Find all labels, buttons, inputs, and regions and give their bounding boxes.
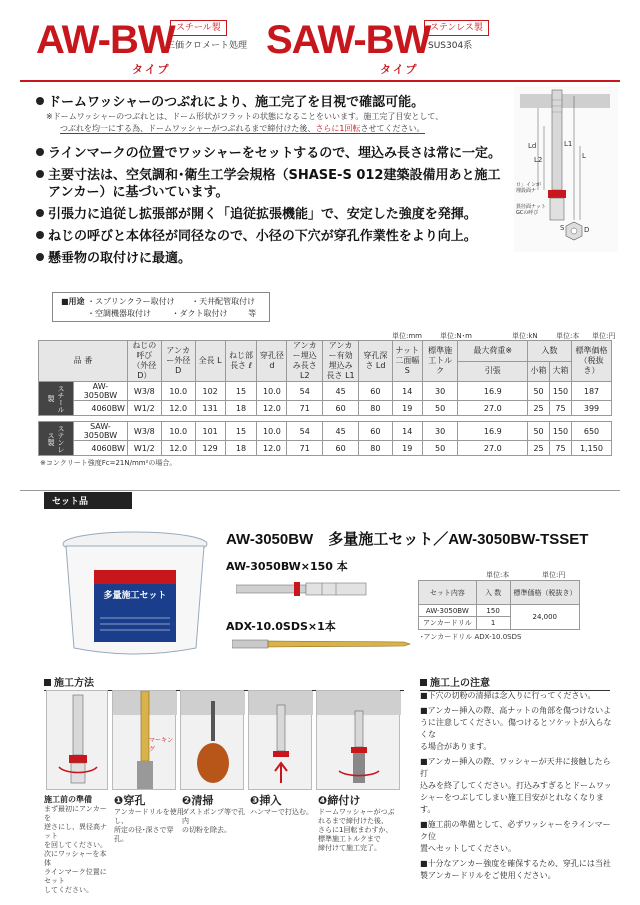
bullet-icon xyxy=(36,170,44,178)
cell: SAW-3050BW xyxy=(74,422,128,441)
th-large: 大箱 xyxy=(550,361,572,382)
prep-line-2: 逆さにし、異径高ナット xyxy=(44,823,107,840)
th-outer: アンカー外径 D xyxy=(161,341,195,382)
tag-steel: スチール製 xyxy=(170,20,227,36)
step-2-line-2: の切粉を除去。 xyxy=(182,826,231,834)
cell: 14 xyxy=(392,382,422,401)
anchor-diagram-icon xyxy=(514,86,618,252)
square-icon xyxy=(44,679,51,686)
th-thread-len: ねじ部長さ ℓ xyxy=(225,341,257,382)
cell: 50 xyxy=(422,441,458,456)
cell: 12.0 xyxy=(257,441,287,456)
caution-list xyxy=(420,690,616,882)
spec-footnote: ※コンクリート強度Fc=21N/mm²の場合。 xyxy=(40,459,177,467)
cell: 60 xyxy=(323,401,359,416)
square-bullet-icon: ■ xyxy=(420,820,428,829)
th-maxload: 最大荷重※ xyxy=(458,341,528,362)
cell: W1/2 xyxy=(127,441,161,456)
cell: W3/8 xyxy=(127,382,161,401)
anchor-bolt-icon xyxy=(236,578,372,600)
feature-1: ドームワッシャーのつぶれにより、施工完了を目視で確認可能。 xyxy=(36,94,506,111)
cell: 54 xyxy=(287,422,323,441)
square-bullet-icon: ■ xyxy=(420,757,428,766)
square-icon xyxy=(420,679,427,686)
dim-l2: L2 xyxy=(534,156,543,164)
marking-label: マーキング xyxy=(149,737,173,753)
cell: 18 xyxy=(225,401,257,416)
set-note: ･アンカードリル ADX-10.0SDS xyxy=(420,633,522,641)
panel-tighten xyxy=(316,690,400,790)
drill-image xyxy=(232,636,412,652)
panel-clean xyxy=(180,690,244,790)
cell: 19 xyxy=(392,401,422,416)
caution-item-3: ■アンカー挿入の際、ワッシャーが天井に接触したら打 込みを終了してください。打込みすぎるとドームワッ シャーをつぶしてしまい施工目安がとれなくなります。 xyxy=(420,757,612,814)
step-2-title: ❷清掃 xyxy=(182,794,214,807)
step-prep xyxy=(44,794,110,895)
usage-title: ■用途 xyxy=(61,297,85,306)
cell: 30 xyxy=(422,382,458,401)
dim-s: S xyxy=(560,224,565,232)
step-4-line-3: 標準施工トルクまで xyxy=(318,835,381,843)
step-4-line-1: ドームワッシャーがつぶ xyxy=(318,808,395,816)
set-unit-2: 単位:円 xyxy=(542,571,566,579)
th-qty: 入数 xyxy=(528,341,572,362)
cell: 150 xyxy=(550,382,572,401)
type-label-right: タイプ xyxy=(380,63,419,76)
th-drill: 穿孔径 d xyxy=(257,341,287,382)
table-row xyxy=(39,401,612,416)
diagram-note-1: ロ」インが 埋設面ナ xyxy=(516,182,542,194)
feature-3: 主要寸法は、空気調和･衛生工学会規格（SHASE-S 012建築設備用あと施工 xyxy=(36,167,506,184)
cell: 27.0 xyxy=(458,441,528,456)
cell: 101 xyxy=(195,422,225,441)
cell: 4060BW xyxy=(74,441,128,456)
cell: 80 xyxy=(358,441,392,456)
step-4-red: さらに1回転まわすか、 xyxy=(318,826,393,834)
cell: 27.0 xyxy=(458,401,528,416)
th-thread: ねじの呼び（外径D） xyxy=(127,341,161,382)
insert-icon xyxy=(249,691,313,791)
cell: W3/8 xyxy=(127,422,161,441)
cell: 60 xyxy=(358,382,392,401)
wrench-icon xyxy=(317,691,401,791)
method-head: 施工方法 xyxy=(44,674,404,691)
feature-2: ラインマークの位置でワッシャーをセットするので、埋込み長さは常に一定。 xyxy=(36,145,506,162)
cell: アンカードリル xyxy=(419,617,477,630)
cell: 75 xyxy=(550,441,572,456)
spec-table xyxy=(38,340,612,456)
panel-insert xyxy=(248,690,312,790)
set-th-price: 標準価格（税抜き） xyxy=(510,581,579,605)
prep-line-3: を回してください。 xyxy=(44,841,107,849)
cell: 50 xyxy=(422,401,458,416)
step-4-title: ❹締付け xyxy=(318,794,361,807)
set-divider xyxy=(20,490,620,491)
step-4-line-2: れるまで締付けた後、 xyxy=(318,817,388,825)
step-1 xyxy=(114,792,184,844)
prep-bolt-icon xyxy=(47,691,109,791)
step-1-line-2: 所定の径･深さで穿孔。 xyxy=(114,826,174,843)
tag-stainless: ステンレス製 xyxy=(424,20,489,36)
cell: 25 xyxy=(528,401,550,416)
cell: 16.9 xyxy=(458,422,528,441)
cell: 45 xyxy=(323,422,359,441)
anchor-diagram xyxy=(514,86,618,252)
set-table xyxy=(418,580,580,630)
usage-box xyxy=(52,292,270,322)
cell: 25 xyxy=(528,441,550,456)
cell: 71 xyxy=(287,441,323,456)
cell: 10.0 xyxy=(161,422,195,441)
cell: AW-3050BW xyxy=(74,382,128,401)
type-label-left: タイプ xyxy=(132,63,171,76)
dim-l: L xyxy=(582,152,586,160)
caution-item-2: ■アンカー挿入の際、高ナットの角部を傷つけないよ うに注意してください。傷つけるとソケットが入らなくな る場合があります。 xyxy=(420,706,612,751)
cell: 10.0 xyxy=(257,382,287,401)
step-1-title: ❶穿孔 xyxy=(114,794,146,807)
th-length: 全長 L xyxy=(195,341,225,382)
cell: 129 xyxy=(195,441,225,456)
cell: 4060BW xyxy=(74,401,128,416)
step-3-title: ❸挿入 xyxy=(250,794,282,807)
usage-item-2: ・天井配管取付け xyxy=(191,297,256,306)
brand-aw-bw: AW-BW xyxy=(36,18,175,62)
prep-line-4: 次にワッシャーを本体 xyxy=(44,850,107,867)
cell: 15 xyxy=(225,422,257,441)
bucket-image xyxy=(60,528,210,656)
tag-stainless-sub: SUS304系 xyxy=(428,41,473,51)
cell: 131 xyxy=(195,401,225,416)
feature-3-cont: アンカー）に基づいています。 xyxy=(48,185,229,200)
cell: 1,150 xyxy=(572,441,612,456)
prep-line-1: まず最初にアンカーを xyxy=(44,805,107,822)
cell: 14 xyxy=(392,422,422,441)
th-torque: 標準施工トルク xyxy=(422,341,458,382)
cell: W1/2 xyxy=(127,401,161,416)
prep-line-5: ラインマーク位置にセット xyxy=(44,868,107,885)
cell: 650 xyxy=(572,422,612,441)
set-th-content: セット内容 xyxy=(419,581,477,605)
anchor-image xyxy=(236,578,372,600)
side-label-steel: スチール製 xyxy=(39,382,74,416)
diagram-note-2: 異径面ナット GCの呼び xyxy=(516,204,546,216)
feature-6: 懸垂物の取付けに最適。 xyxy=(36,250,506,267)
cell: 80 xyxy=(358,401,392,416)
usage-item-1: ・スプリンクラー取付け xyxy=(87,297,175,306)
caution-item-5: ■十分なアンカー強度を確保するため、穿孔には当社 製アンカードリルをご使用ください。 xyxy=(420,859,611,880)
cell: 102 xyxy=(195,382,225,401)
cell: 50 xyxy=(528,422,550,441)
brand-saw-bw: SAW-BW xyxy=(266,18,431,62)
step-2-line-1: ダストポンプ等で孔内 xyxy=(182,808,245,825)
table-row xyxy=(419,581,580,605)
bullet-icon xyxy=(36,253,44,261)
unit-kn: 単位:kN xyxy=(512,332,538,340)
th-depth: 穿孔深さ Ld xyxy=(358,341,392,382)
tag-steel-sub: 三価クロメート処理 xyxy=(166,41,248,51)
th-eff: アンカー有効埋込み長さ L1 xyxy=(323,341,359,382)
cell: 150 xyxy=(550,422,572,441)
side-label-stainless: ステンレス製 xyxy=(39,422,74,456)
set-item-1: AW-3050BW×150 本 xyxy=(226,560,348,573)
th-embed: アンカー埋込み長さ L2 xyxy=(287,341,323,382)
cell: 15 xyxy=(225,382,257,401)
unit-mm: 単位:mm xyxy=(392,332,422,340)
caution-item-4: ■施工前の準備として、必ずワッシャーをラインマーク位 置へセットしてください。 xyxy=(420,820,611,853)
table-row xyxy=(39,441,612,456)
pump-icon xyxy=(181,691,245,791)
spec-header-row-1 xyxy=(39,341,612,362)
bucket-label: 多量施工セット xyxy=(103,591,167,601)
cell: 12.0 xyxy=(161,401,195,416)
set-title: AW-3050BW 多量施工セット／AW-3050BW-TSSET xyxy=(226,531,589,548)
cell: 45 xyxy=(323,382,359,401)
usage-item-4: ・ダクト取付け xyxy=(171,309,228,318)
cell: 12.0 xyxy=(257,401,287,416)
cell: 16.9 xyxy=(458,382,528,401)
cell: 187 xyxy=(572,382,612,401)
feature-4: 引張力に追従し拡張部が開く「追従拡張機能」で、安定した強度を発揮。 xyxy=(36,206,506,223)
cell: 75 xyxy=(550,401,572,416)
step-4 xyxy=(318,792,404,853)
cell: AW-3050BW xyxy=(419,605,477,617)
cell: 10.0 xyxy=(161,382,195,401)
square-bullet-icon: ■ xyxy=(420,691,428,700)
th-small: 小箱 xyxy=(528,361,550,382)
bullet-icon xyxy=(36,231,44,239)
dim-d: D xyxy=(584,226,590,234)
set-unit-1: 単位:本 xyxy=(486,571,510,579)
square-bullet-icon: ■ xyxy=(420,859,428,868)
th-nut: ナット二面幅 S xyxy=(392,341,422,382)
caution-item-1: ■下穴の切粉の清掃は念入りに行ってください。 xyxy=(420,691,596,700)
table-row xyxy=(419,605,580,617)
feature-1-note: ※ドームワッシャーのつぶれとは、ドーム形状がフラットの状態になることをいいます。施工完了目安として、 つぶれを均一にする為、ドームワッシャーがつぶれるまで締付けた後、さらに1回転させてください。 xyxy=(46,112,444,133)
set-bar: セット品 xyxy=(44,492,132,509)
cell: 10.0 xyxy=(257,422,287,441)
th-name: 品 番 xyxy=(39,341,128,382)
cell: 399 xyxy=(572,401,612,416)
unit-pcs: 単位:本 xyxy=(556,332,580,340)
caution-head: 施工上の注意 xyxy=(420,674,610,691)
dim-l1: L1 xyxy=(564,140,573,148)
cell: 150 xyxy=(476,605,510,617)
cell: 18 xyxy=(225,441,257,456)
set-th-qty: 入 数 xyxy=(476,581,510,605)
cell: 71 xyxy=(287,401,323,416)
prep-title: 施工前の準備 xyxy=(44,795,92,804)
step-1-line-1: アンカードリルを使用し、 xyxy=(114,808,184,825)
cell: 12.0 xyxy=(161,441,195,456)
table-row xyxy=(39,422,612,441)
dim-ld: Ld xyxy=(528,142,537,150)
feature-5: ねじの呼びと本体径が同径なので、小径の下穴が穿孔作業性をより向上。 xyxy=(36,228,506,245)
header-rule xyxy=(20,80,620,82)
feature-list xyxy=(36,94,506,267)
step-3-line-1: ハンマーで打込む。 xyxy=(250,808,313,816)
prep-line-6: してください。 xyxy=(44,886,93,894)
panel-prep xyxy=(46,690,108,790)
cell: 30 xyxy=(422,422,458,441)
cell: 54 xyxy=(287,382,323,401)
drill-bit-icon xyxy=(232,636,412,652)
step-3 xyxy=(250,792,314,817)
bullet-icon xyxy=(36,148,44,156)
th-price: 標準価格（税抜き） xyxy=(572,341,612,382)
set-price: 24,000 xyxy=(510,605,579,630)
th-pull: 引張 xyxy=(458,361,528,382)
step-2 xyxy=(182,792,248,835)
step-4-line-4: 締付けて施工完了。 xyxy=(318,844,381,852)
usage-item-3: ・空調機器取付け xyxy=(87,309,151,318)
table-row xyxy=(39,382,612,401)
usage-item-5: 等 xyxy=(248,309,257,318)
cell: 19 xyxy=(392,441,422,456)
square-bullet-icon: ■ xyxy=(420,706,428,715)
bullet-icon xyxy=(36,97,44,105)
unit-yen: 単位:円 xyxy=(592,332,616,340)
cell: 50 xyxy=(528,382,550,401)
cell: 60 xyxy=(323,441,359,456)
cell: 1 xyxy=(476,617,510,630)
cell: 60 xyxy=(358,422,392,441)
set-item-2: ADX-10.0SDS×1本 xyxy=(226,620,336,633)
bullet-icon xyxy=(36,209,44,217)
panel-drill xyxy=(112,690,176,790)
unit-nm: 単位:N･m xyxy=(440,332,472,340)
